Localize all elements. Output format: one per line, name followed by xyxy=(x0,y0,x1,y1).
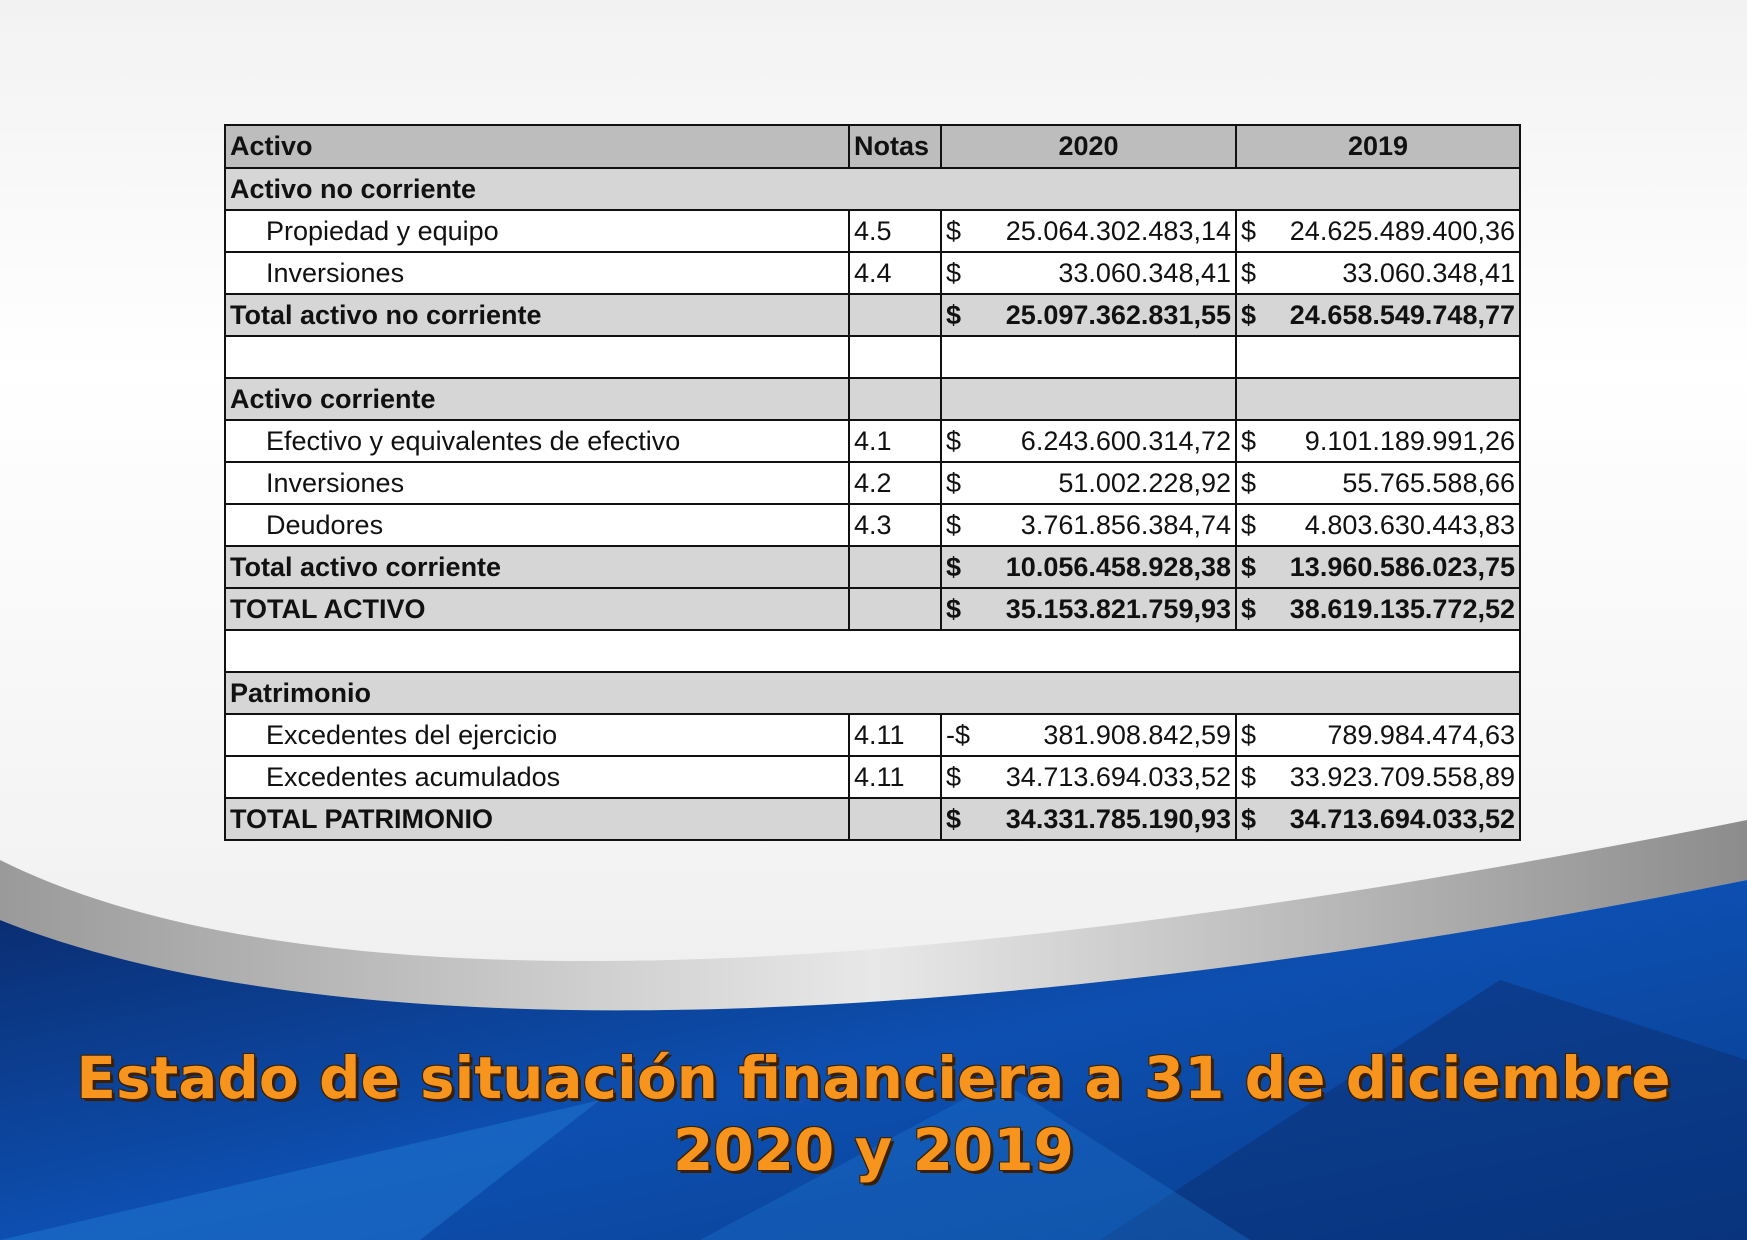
row-note xyxy=(849,798,941,840)
row-label: Inversiones xyxy=(225,462,849,504)
section-label: Activo corriente xyxy=(225,378,849,420)
amount-2019: 13.960.586.023,75 xyxy=(1289,551,1515,582)
row-label: Inversiones xyxy=(225,252,849,294)
title-line-1: Estado de situación financiera a 31 de diciembre xyxy=(76,1044,1671,1112)
amount-2019: 24.625.489.400,36 xyxy=(1289,215,1515,246)
currency-symbol: $ xyxy=(1241,509,1257,540)
empty-cell xyxy=(1236,336,1520,378)
currency-symbol: $ xyxy=(946,257,962,288)
row-note: 4.5 xyxy=(849,210,941,252)
row-note: 4.11 xyxy=(849,714,941,756)
cell-2019 xyxy=(1236,252,1520,294)
empty-cell xyxy=(225,336,849,378)
currency-symbol: $ xyxy=(946,425,962,456)
currency-symbol: $ xyxy=(1241,467,1257,498)
row-label: Deudores xyxy=(225,504,849,546)
row-note: 4.3 xyxy=(849,504,941,546)
total-row xyxy=(225,546,1520,588)
table-row xyxy=(225,714,1520,756)
cell-2020 xyxy=(941,756,1236,798)
cell-2019 xyxy=(1236,714,1520,756)
balance-sheet-table xyxy=(224,124,1521,841)
row-label: TOTAL PATRIMONIO xyxy=(225,798,849,840)
amount-2020: 25.097.362.831,55 xyxy=(1005,299,1231,330)
cell-2019 xyxy=(1236,798,1520,840)
section-row-noncurrent xyxy=(225,168,1520,210)
amount-2019: 38.619.135.772,52 xyxy=(1289,593,1515,624)
table-row xyxy=(225,252,1520,294)
blank-row xyxy=(225,336,1520,378)
table-row xyxy=(225,504,1520,546)
currency-symbol: $ xyxy=(946,509,962,540)
cell-2019 xyxy=(1236,588,1520,630)
row-note xyxy=(849,294,941,336)
table-row xyxy=(225,756,1520,798)
amount-2019: 33.060.348,41 xyxy=(1342,257,1515,288)
empty-cell xyxy=(225,630,1520,672)
row-label: Total activo no corriente xyxy=(225,294,849,336)
section-label: Patrimonio xyxy=(225,672,1520,714)
cell-2020 xyxy=(941,546,1236,588)
cell-2020 xyxy=(941,798,1236,840)
cell-2020 xyxy=(941,462,1236,504)
currency-symbol: $ xyxy=(1241,299,1257,330)
amount-2019: 24.658.549.748,77 xyxy=(1289,299,1515,330)
amount-2020: 34.713.694.033,52 xyxy=(1005,761,1231,792)
title-line-2: 2020 y 2019 xyxy=(672,1116,1075,1184)
empty-cell xyxy=(849,378,941,420)
amount-2019: 33.923.709.558,89 xyxy=(1289,761,1515,792)
section-label: Activo no corriente xyxy=(225,168,1520,210)
cell-2019 xyxy=(1236,462,1520,504)
amount-2020: 10.056.458.928,38 xyxy=(1005,551,1231,582)
currency-symbol: -$ xyxy=(946,719,971,750)
amount-2020: 33.060.348,41 xyxy=(1058,257,1231,288)
amount-2020: 51.002.228,92 xyxy=(1058,467,1231,498)
currency-symbol: $ xyxy=(946,215,962,246)
table-header-row xyxy=(225,125,1520,168)
cell-2019 xyxy=(1236,504,1520,546)
header-activo: Activo xyxy=(225,125,849,168)
cell-2020 xyxy=(941,294,1236,336)
balance-sheet xyxy=(224,124,1519,841)
cell-2020 xyxy=(941,714,1236,756)
currency-symbol: $ xyxy=(946,299,962,330)
currency-symbol: $ xyxy=(1241,215,1257,246)
currency-symbol: $ xyxy=(1241,551,1257,582)
row-label: Efectivo y equivalentes de efectivo xyxy=(225,420,849,462)
amount-2019: 9.101.189.991,26 xyxy=(1304,425,1515,456)
cell-2020 xyxy=(941,588,1236,630)
currency-symbol: $ xyxy=(1241,257,1257,288)
cell-2019 xyxy=(1236,756,1520,798)
row-label: Total activo corriente xyxy=(225,546,849,588)
row-label: Propiedad y equipo xyxy=(225,210,849,252)
amount-2020: 34.331.785.190,93 xyxy=(1005,803,1231,834)
row-label: Excedentes del ejercicio xyxy=(225,714,849,756)
currency-symbol: $ xyxy=(946,761,962,792)
amount-2020: 3.761.856.384,74 xyxy=(1020,509,1231,540)
amount-2020: 35.153.821.759,93 xyxy=(1005,593,1231,624)
amount-2020: 6.243.600.314,72 xyxy=(1020,425,1231,456)
row-note xyxy=(849,546,941,588)
header-2020: 2020 xyxy=(941,125,1236,168)
page-title xyxy=(0,1042,1747,1186)
row-label: Excedentes acumulados xyxy=(225,756,849,798)
row-note: 4.4 xyxy=(849,252,941,294)
header-2019: 2019 xyxy=(1236,125,1520,168)
cell-2020 xyxy=(941,420,1236,462)
section-row-equity xyxy=(225,672,1520,714)
currency-symbol: $ xyxy=(1241,593,1257,624)
total-row xyxy=(225,294,1520,336)
currency-symbol: $ xyxy=(946,467,962,498)
currency-symbol: $ xyxy=(1241,803,1257,834)
cell-2020 xyxy=(941,504,1236,546)
cell-2019 xyxy=(1236,420,1520,462)
currency-symbol: $ xyxy=(946,803,962,834)
cell-2019 xyxy=(1236,210,1520,252)
section-row-current xyxy=(225,378,1520,420)
row-note: 4.2 xyxy=(849,462,941,504)
cell-2019 xyxy=(1236,294,1520,336)
header-notas: Notas xyxy=(849,125,941,168)
amount-2019: 789.984.474,63 xyxy=(1327,719,1515,750)
currency-symbol: $ xyxy=(946,593,962,624)
row-note: 4.1 xyxy=(849,420,941,462)
empty-cell xyxy=(941,336,1236,378)
amount-2019: 55.765.588,66 xyxy=(1342,467,1515,498)
cell-2019 xyxy=(1236,546,1520,588)
row-note: 4.11 xyxy=(849,756,941,798)
total-row xyxy=(225,798,1520,840)
cell-2020 xyxy=(941,210,1236,252)
currency-symbol: $ xyxy=(1241,425,1257,456)
empty-cell xyxy=(1236,378,1520,420)
currency-symbol: $ xyxy=(1241,719,1257,750)
amount-2020: 381.908.842,59 xyxy=(1043,719,1231,750)
empty-cell xyxy=(849,336,941,378)
amount-2020: 25.064.302.483,14 xyxy=(1005,215,1231,246)
total-row xyxy=(225,588,1520,630)
amount-2019: 4.803.630.443,83 xyxy=(1304,509,1515,540)
amount-2019: 34.713.694.033,52 xyxy=(1289,803,1515,834)
currency-symbol: $ xyxy=(1241,761,1257,792)
row-label: TOTAL ACTIVO xyxy=(225,588,849,630)
row-note xyxy=(849,588,941,630)
table-row xyxy=(225,210,1520,252)
currency-symbol: $ xyxy=(946,551,962,582)
empty-cell xyxy=(941,378,1236,420)
table-row xyxy=(225,462,1520,504)
blank-row xyxy=(225,630,1520,672)
table-row xyxy=(225,420,1520,462)
cell-2020 xyxy=(941,252,1236,294)
